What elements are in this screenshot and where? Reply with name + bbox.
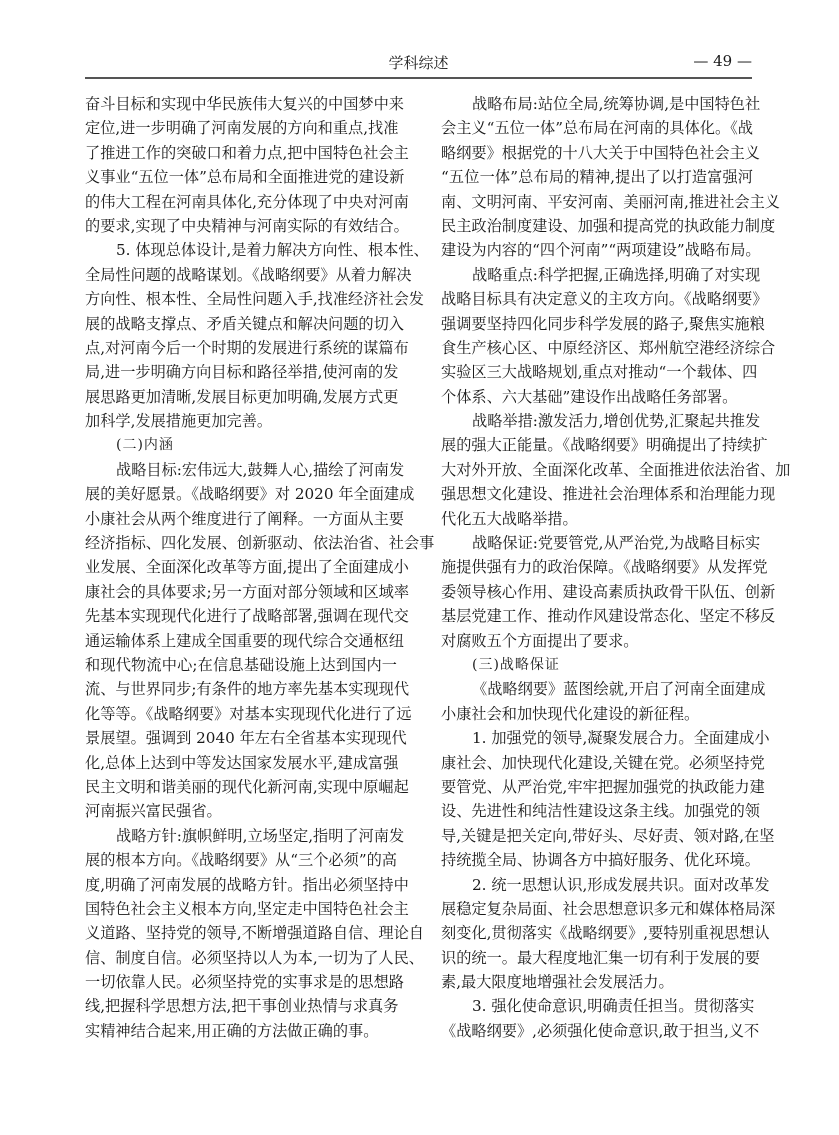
paragraph — [441, 531, 776, 653]
text-line: 加科学,发展措施更加完善。 — [85, 412, 273, 431]
text-line: 通运输体系上建成全国重要的现代综合交通枢纽 — [85, 631, 404, 650]
text-line: 先基本实现现代化进行了战略部署,强调在现代交 — [85, 607, 409, 626]
text-line: 5. 体现总体设计,是着力解决方向性、根本性、 — [116, 241, 429, 260]
text-line: 展的强大正能量。《战略纲要》明确提出了持续扩 — [441, 436, 768, 455]
text-line: 化,总体上达到中等发达国家发展水平,建成富强 — [85, 753, 399, 772]
text-line: 强思想文化建设、推进社会治理体系和治理能力现 — [441, 485, 776, 504]
text-line: 景展望。强调到 2040 年左右全省基本实现现代 — [85, 729, 407, 748]
text-line: 小康社会从两个维度进行了阐释。一方面从主要 — [85, 509, 404, 528]
text-line: 《战略纲要》蓝图绘就,开启了河南全面建成 — [472, 680, 766, 699]
text-line: 施提供强有力的政治保障。《战略纲要》从发挥党 — [441, 558, 768, 577]
text-line: 战略目标具有决定意义的主攻方向。《战略纲要》 — [441, 290, 768, 309]
text-line: 实精神结合起来,用正确的方法做正确的事。 — [85, 1021, 379, 1040]
paragraph — [85, 92, 409, 238]
text-line: 民主文明和谐美丽的现代化新河南,实现中原崛起 — [85, 777, 409, 796]
text-line: 线,把握科学思想方法,把干事创业热情与求真务 — [85, 997, 399, 1016]
right-column — [441, 92, 791, 1043]
text-line: 小康社会和加快现代化建设的新征程。 — [441, 704, 700, 723]
text-line: 展的根本方向。《战略纲要》从“三个必须”的高 — [85, 851, 397, 870]
text-line: 《战略纲要》,必须强化使命意识,敢于担当,义不 — [441, 1021, 760, 1040]
text-line: 河南振兴富民强省。 — [85, 802, 222, 821]
text-line: 全局性问题的战略谋划。《战略纲要》从着力解决 — [85, 265, 412, 284]
text-line: 基层党建工作、推动作风建设常态化、坚定不移反 — [441, 607, 776, 626]
text-line: 委领导核心作用、建设高素质执政骨干队伍、创新 — [441, 582, 776, 601]
section-heading — [441, 653, 753, 677]
text-line: 持统揽全局、协调各方中搞好服务、优化环境。 — [441, 851, 760, 870]
text-line: 展的美好愿景。《战略纲要》对 2020 年全面建成 — [85, 485, 415, 504]
paragraph — [441, 263, 776, 409]
text-line: 3. 强化使命意识,明确责任担当。贯彻落实 — [472, 997, 755, 1016]
running-header — [85, 52, 752, 74]
paragraph — [85, 824, 424, 1044]
text-line: 会主义“五位一体”总布局在河南的具体化。《战 — [441, 119, 753, 138]
header-rule — [85, 77, 752, 79]
paragraph — [441, 726, 775, 872]
text-line: 经济指标、四化发展、创新驱动、依法治省、社会事 — [85, 534, 435, 553]
text-line: 业发展、全面深化改革等方面,提出了全面建成小 — [85, 558, 409, 577]
text-line: 南、文明河南、平安河南、美丽河南,推进社会主义 — [441, 192, 780, 211]
text-line: 素,最大限度地增强社会发展活力。 — [441, 973, 674, 992]
text-line: 展的战略支撑点、矛盾关键点和解决问题的切入 — [85, 314, 404, 333]
page-number: — 49 — — [693, 52, 752, 70]
text-line: 义道路、坚持党的领导,不断增强道路自信、理论自 — [85, 924, 424, 943]
text-line: 的伟大工程在河南具体化,充分体现了中央对河南 — [85, 192, 409, 211]
text-line: 大对外开放、全面深化改革、全面推进依法治省、加 — [441, 460, 791, 479]
text-line: 方向性、根本性、全局性问题入手,找准经济社会发 — [85, 290, 424, 309]
text-line: 建设为内容的“四个河南”“两项建设”战略布局。 — [441, 241, 761, 260]
text-line: 刻变化,贯彻落实《战略纲要》,要特别重视思想认 — [441, 924, 770, 943]
text-line: 1. 加强党的领导,凝聚发展合力。全面建成小 — [472, 729, 770, 748]
text-line: 展思路更加清晰,发展目标更加明确,发展方式更 — [85, 387, 399, 406]
text-line: 导,关键是把关定向,带好头、尽好责、领对路,在坚 — [441, 826, 775, 845]
text-line: (三)战略保证 — [472, 656, 560, 673]
text-line: 强调要坚持四化同步科学发展的路子,聚焦实施粮 — [441, 314, 765, 333]
section-title: 学科综述 — [388, 54, 449, 72]
text-line: “五位一体”总布局的精神,提出了以打造富强河 — [441, 168, 753, 187]
text-line: 战略重点:科学把握,正确选择,明确了对实现 — [472, 265, 761, 284]
paragraph — [85, 458, 435, 824]
text-line: 义事业“五位一体”总布局和全面推进党的建设新 — [85, 168, 405, 187]
text-line: 设、先进性和纯洁性建设这条主线。加强党的领 — [441, 802, 760, 821]
text-line: 流、与世界同步;有条件的地方率先基本实现现代 — [85, 680, 410, 699]
text-line: 局,进一步明确方向目标和路径举措,使河南的发 — [85, 363, 399, 382]
paragraph — [441, 677, 766, 726]
text-line: 食生产核心区、中原经济区、郑州航空港经济综合 — [441, 338, 776, 357]
paragraph — [85, 238, 429, 433]
paragraph — [441, 994, 760, 1043]
text-line: 战略举措:激发活力,增创优势,汇聚起共推发 — [472, 412, 761, 431]
text-line: 战略保证:党要管党,从严治党,为战略目标实 — [472, 534, 761, 553]
text-line: 信、制度自信。必须坚持以人为本,一切为了人民、 — [85, 948, 424, 967]
text-line: 实验区三大战略规划,重点对推动“一个载体、四 — [441, 363, 758, 382]
text-line: 了推进工作的突破口和着力点,把中国特色社会主 — [85, 143, 409, 162]
text-line: 化等等。《战略纲要》对基本实现现代化进行了远 — [85, 704, 412, 723]
text-line: 略纲要》根据党的十八大关于中国特色社会主义 — [441, 143, 760, 162]
section-heading — [85, 433, 397, 457]
text-line: 战略方针:旗帜鲜明,立场坚定,指明了河南发 — [116, 826, 405, 845]
text-line: 一切依靠人民。必须坚持党的实事求是的思想路 — [85, 973, 404, 992]
text-line: 的要求,实现了中央精神与河南实际的有效结合。 — [85, 216, 409, 235]
text-line: 战略目标:宏伟远大,鼓舞人心,描绘了河南发 — [116, 460, 405, 479]
paragraph — [441, 873, 776, 995]
text-line: 对腐败五个方面提出了要求。 — [441, 631, 639, 650]
text-line: 康社会的具体要求;另一方面对部分领域和区域率 — [85, 582, 410, 601]
text-line: 度,明确了河南发展的战略方针。指出必须坚持中 — [85, 875, 409, 894]
paragraph — [441, 409, 791, 531]
text-line: 个体系、六大基础”建设作出战略任务部署。 — [441, 387, 738, 406]
left-column — [85, 92, 435, 1043]
text-line: 康社会、加快现代化建设,关键在党。必须坚持党 — [441, 753, 765, 772]
text-line: 要管党、从严治党,牢牢把握加强党的执政能力建 — [441, 777, 765, 796]
text-line: 国特色社会主义根本方向,坚定走中国特色社会主 — [85, 899, 409, 918]
text-line: 代化五大战略举措。 — [441, 509, 578, 528]
text-line: 民主政治制度建设、加强和提高党的执政能力制度 — [441, 216, 776, 235]
text-line: 战略布局:站位全局,统筹协调,是中国特色社 — [472, 95, 761, 113]
text-line: 奋斗目标和实现中华民族伟大复兴的中国梦中来 — [85, 95, 404, 113]
paragraph — [441, 92, 780, 263]
text-line: 2. 统一思想认识,形成发展共识。面对改革发 — [472, 875, 770, 894]
text-line: 展稳定复杂局面、社会思想意识多元和媒体格局深 — [441, 899, 776, 918]
text-line: 点,对河南今后一个时期的发展进行系统的谋篇布 — [85, 338, 409, 357]
text-line: 和现代物流中心;在信息基础设施上达到国内一 — [85, 655, 397, 674]
text-line: 定位,进一步明确了河南发展的方向和重点,找准 — [85, 119, 399, 138]
text-line: (二)内涵 — [116, 437, 174, 454]
text-line: 识的统一。最大程度地汇集一切有利于发展的要 — [441, 948, 760, 967]
